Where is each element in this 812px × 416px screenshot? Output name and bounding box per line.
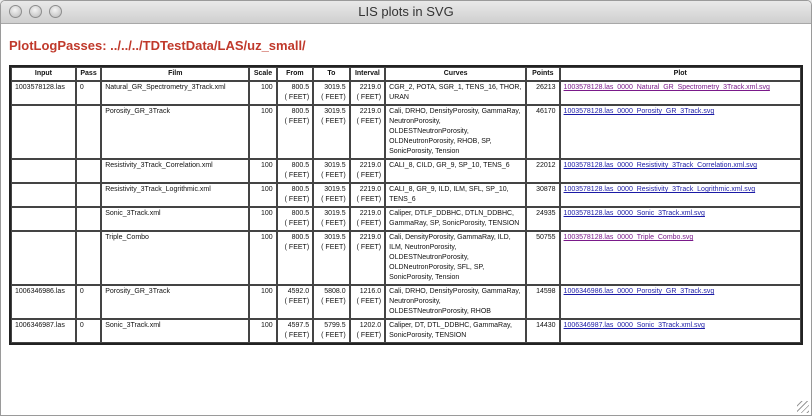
scale-cell: 100: [249, 105, 276, 159]
unit-label: ( FEET): [284, 298, 310, 305]
curves-cell: Cali, DRHO, DensityPorosity, GammaRay, NeutronPorosity, OLDESTNeutronPorosity, RHOB: [385, 285, 526, 319]
column-header: Points: [526, 67, 559, 81]
plot-cell: [560, 159, 801, 183]
plot-cell: [560, 81, 801, 105]
table-row: [11, 159, 801, 183]
table-row: [11, 319, 801, 343]
from-cell: [277, 319, 314, 343]
curves-cell: Cali, DensityPorosity, GammaRay, ILD, ILM, NeutronPorosity, OLDESTNeutronPorosity, OLDNeutronPorosity, SFL, SP, SonicPorosity, Tension: [385, 231, 526, 285]
to-cell: [313, 105, 350, 159]
from-value: 4597.5: [287, 322, 310, 329]
film-cell: Natural_GR_Spectrometry_3Track.xml: [101, 81, 249, 105]
resize-handle[interactable]: [797, 401, 809, 413]
interval-value: 2219.0: [359, 186, 382, 193]
unit-label: ( FEET): [284, 220, 310, 227]
table-row: [11, 207, 801, 231]
svg-plot-link[interactable]: 1003578128.las_0000_Resistivity_3Track_Correlation.xml.svg: [563, 162, 758, 169]
from-value: 800.5: [291, 210, 310, 217]
interval-value: 1216.0: [359, 288, 382, 295]
to-value: 5808.0: [324, 288, 346, 295]
column-header: Scale: [249, 67, 276, 81]
film-cell: Sonic_3Track.xml: [101, 319, 249, 343]
column-header: Input: [11, 67, 76, 81]
from-cell: [277, 231, 314, 285]
pass-cell: 0: [76, 81, 101, 105]
column-header: From: [277, 67, 314, 81]
column-header: To: [313, 67, 350, 81]
from-value: 4592.0: [287, 288, 310, 295]
from-value: 800.5: [291, 186, 310, 193]
film-cell: Porosity_GR_3Track: [101, 285, 249, 319]
unit-label: ( FEET): [321, 196, 346, 203]
pass-cell: 0: [76, 285, 101, 319]
scale-cell: 100: [249, 285, 276, 319]
points-cell: 24935: [526, 207, 559, 231]
to-cell: [313, 319, 350, 343]
points-cell: 30878: [526, 183, 559, 207]
plot-cell: [560, 231, 801, 285]
scale-cell: 100: [249, 159, 276, 183]
scale-cell: 100: [249, 207, 276, 231]
page-content: [1, 24, 811, 415]
unit-label: ( FEET): [356, 332, 382, 339]
from-value: 800.5: [291, 84, 310, 91]
interval-cell: [350, 81, 385, 105]
unit-label: ( FEET): [284, 332, 310, 339]
scale-cell: 100: [249, 81, 276, 105]
pass-cell: 0: [76, 319, 101, 343]
curves-cell: CGR_2, POTA, SGR_1, TENS_16, THOR, URAN: [385, 81, 526, 105]
from-cell: [277, 81, 314, 105]
plot-cell: [560, 285, 801, 319]
film-cell: Triple_Combo: [101, 231, 249, 285]
interval-value: 2219.0: [359, 162, 382, 169]
to-value: 3019.5: [324, 186, 346, 193]
film-cell: Sonic_3Track.xml: [101, 207, 249, 231]
from-value: 800.5: [291, 162, 310, 169]
unit-label: ( FEET): [321, 172, 346, 179]
points-cell: 22012: [526, 159, 559, 183]
table-row: [11, 285, 801, 319]
from-cell: [277, 105, 314, 159]
to-cell: [313, 285, 350, 319]
interval-value: 2219.0: [359, 108, 382, 115]
to-value: 5799.5: [324, 322, 346, 329]
scale-cell: 100: [249, 183, 276, 207]
from-value: 800.5: [291, 108, 310, 115]
from-cell: [277, 207, 314, 231]
unit-label: ( FEET): [321, 332, 346, 339]
unit-label: ( FEET): [321, 298, 346, 305]
title-bar[interactable]: [1, 1, 811, 24]
unit-label: ( FEET): [356, 94, 382, 101]
scale-cell: 100: [249, 231, 276, 285]
to-value: 3019.5: [324, 162, 346, 169]
from-cell: [277, 183, 314, 207]
svg-plot-link[interactable]: 1003578128.las_0000_Triple_Combo.svg: [563, 234, 694, 241]
curves-cell: Caliper, DTLF_DDBHC, DTLN_DDBHC, GammaRay, SP, SonicPorosity, TENSION: [385, 207, 526, 231]
svg-plot-link[interactable]: 1003578128.las_0000_Natural_GR_Spectrometry_3Track.xml.svg: [563, 84, 770, 91]
unit-label: ( FEET): [321, 118, 346, 125]
svg-plot-link[interactable]: 1006346986.las_0000_Porosity_GR_3Track.svg: [563, 288, 715, 295]
svg-plot-link[interactable]: 1003578128.las_0000_Sonic_3Track.xml.svg: [563, 210, 705, 217]
unit-label: ( FEET): [284, 94, 310, 101]
table-row: [11, 183, 801, 207]
interval-cell: [350, 319, 385, 343]
points-cell: 46170: [526, 105, 559, 159]
points-cell: 50755: [526, 231, 559, 285]
pass-cell: [76, 159, 101, 183]
to-value: 3019.5: [324, 210, 346, 217]
svg-plot-link[interactable]: 1006346987.las_0000_Sonic_3Track.xml.svg: [563, 322, 705, 329]
interval-cell: [350, 159, 385, 183]
column-header: Film: [101, 67, 249, 81]
window-title: LIS plots in SVG: [358, 4, 454, 19]
from-cell: [277, 285, 314, 319]
curves-cell: CALI_8, GR_9, ILD, ILM, SFL, SP_10, TENS_6: [385, 183, 526, 207]
to-value: 3019.5: [324, 84, 346, 91]
plot-cell: [560, 207, 801, 231]
unit-label: ( FEET): [321, 94, 346, 101]
curves-cell: Cali, DRHO, DensityPorosity, GammaRay, NeutronPorosity, OLDESTNeutronPorosity, OLDNeutronPorosity, RHOB, SP, SonicPorosity, Tension: [385, 105, 526, 159]
plot-cell: [560, 183, 801, 207]
pass-cell: [76, 207, 101, 231]
input-file-cell: [11, 231, 76, 285]
points-cell: 14598: [526, 285, 559, 319]
interval-value: 2219.0: [359, 210, 382, 217]
interval-cell: [350, 231, 385, 285]
column-header: Pass: [76, 67, 101, 81]
pass-cell: [76, 231, 101, 285]
table-header-row: [11, 67, 801, 81]
table-row: [11, 105, 801, 159]
input-file-cell: 1006346986.las: [11, 285, 76, 319]
curves-cell: Caliper, DT, DTL_DDBHC, GammaRay, SonicPorosity, TENSION: [385, 319, 526, 343]
interval-cell: [350, 207, 385, 231]
unit-label: ( FEET): [356, 298, 382, 305]
svg-plot-link[interactable]: 1003578128.las_0000_Porosity_GR_3Track.svg: [563, 108, 715, 115]
pass-cell: [76, 183, 101, 207]
scale-cell: 100: [249, 319, 276, 343]
pass-cell: [76, 105, 101, 159]
interval-cell: [350, 105, 385, 159]
table-row: [11, 81, 801, 105]
table-body: [11, 81, 801, 343]
interval-value: 2219.0: [359, 234, 382, 241]
film-cell: Porosity_GR_3Track: [101, 105, 249, 159]
to-cell: [313, 207, 350, 231]
column-header: Curves: [385, 67, 526, 81]
unit-label: ( FEET): [356, 118, 382, 125]
unit-label: ( FEET): [321, 244, 346, 251]
to-cell: [313, 159, 350, 183]
interval-value: 2219.0: [359, 84, 382, 91]
to-value: 3019.5: [324, 108, 346, 115]
input-file-cell: 1003578128.las: [11, 81, 76, 105]
input-file-cell: [11, 207, 76, 231]
interval-cell: [350, 183, 385, 207]
to-cell: [313, 81, 350, 105]
input-file-cell: 1006346987.las: [11, 319, 76, 343]
unit-label: ( FEET): [284, 172, 310, 179]
unit-label: ( FEET): [356, 244, 382, 251]
input-file-cell: [11, 183, 76, 207]
plot-cell: [560, 319, 801, 343]
unit-label: ( FEET): [284, 244, 310, 251]
unit-label: ( FEET): [284, 196, 310, 203]
unit-label: ( FEET): [284, 118, 310, 125]
page-heading: PlotLogPasses: ../../../TDTestData/LAS/uz_small/: [9, 38, 306, 53]
input-file-cell: [11, 159, 76, 183]
film-cell: Resistivity_3Track_Logrithmic.xml: [101, 183, 249, 207]
input-file-cell: [11, 105, 76, 159]
table-row: [11, 231, 801, 285]
svg-plot-link[interactable]: 1003578128.las_0000_Resistivity_3Track_Logrithmic.xml.svg: [563, 186, 756, 193]
column-header: Plot: [560, 67, 801, 81]
from-cell: [277, 159, 314, 183]
unit-label: ( FEET): [321, 220, 346, 227]
points-cell: 26213: [526, 81, 559, 105]
unit-label: ( FEET): [356, 196, 382, 203]
to-cell: [313, 231, 350, 285]
column-header: Interval: [350, 67, 385, 81]
to-value: 3019.5: [324, 234, 346, 241]
unit-label: ( FEET): [356, 220, 382, 227]
to-cell: [313, 183, 350, 207]
film-cell: Resistivity_3Track_Correlation.xml: [101, 159, 249, 183]
points-cell: 14430: [526, 319, 559, 343]
curves-cell: CALI_8, CILD, GR_9, SP_10, TENS_6: [385, 159, 526, 183]
plot-cell: [560, 105, 801, 159]
interval-cell: [350, 285, 385, 319]
interval-value: 1202.0: [359, 322, 382, 329]
plots-table: [9, 65, 803, 345]
unit-label: ( FEET): [356, 172, 382, 179]
from-value: 800.5: [291, 234, 310, 241]
